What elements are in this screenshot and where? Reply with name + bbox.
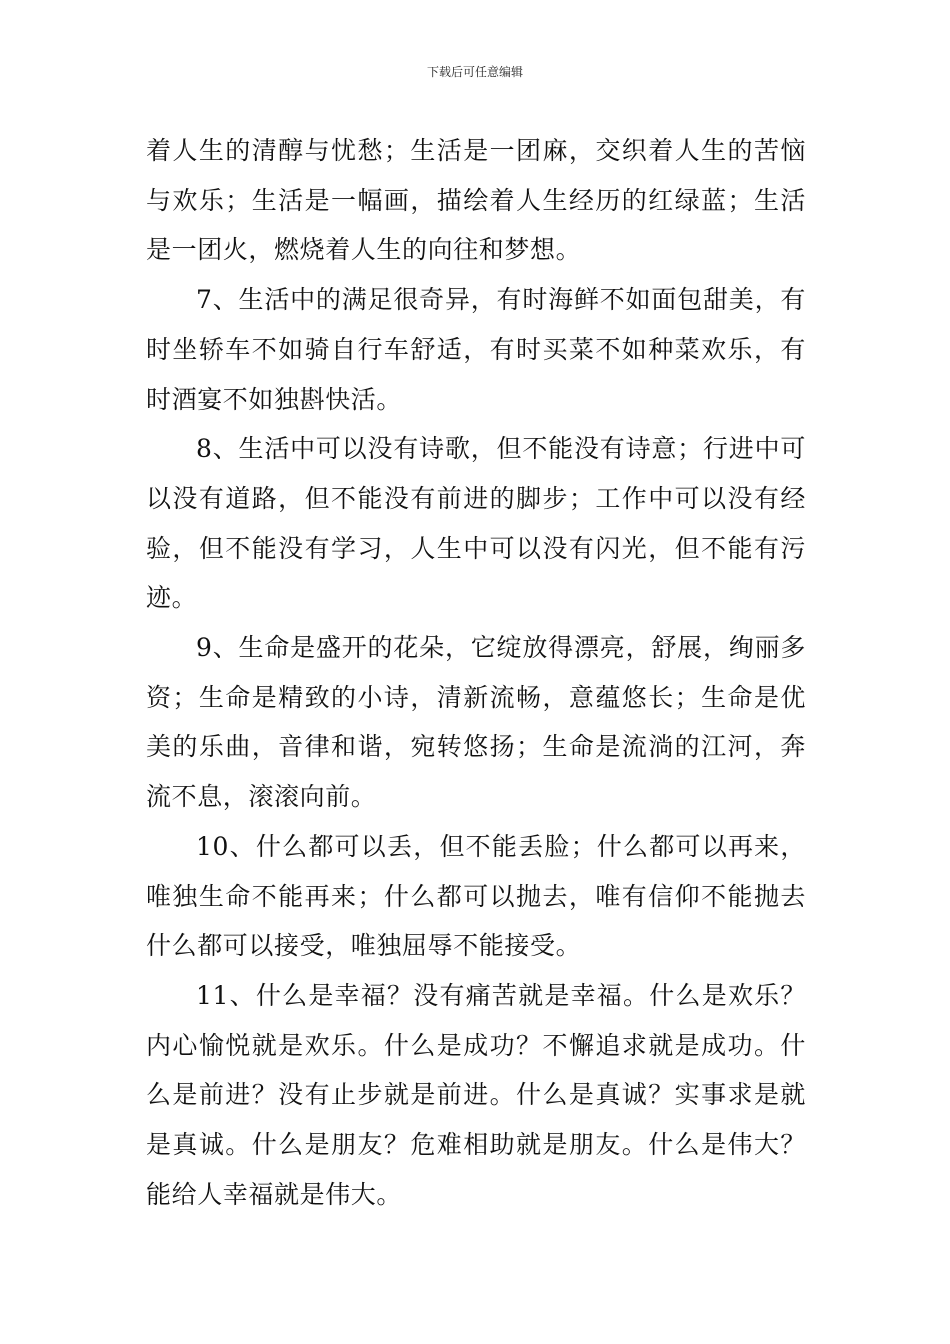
- document-body: [146, 126, 806, 1219]
- paragraph-item-9: 9、生命是盛开的花朵，它绽放得漂亮，舒展，绚丽多资；生命是精致的小诗，清新流畅，意蕴悠长；生命是优美的乐曲，音律和谐，宛转悠扬；生命是流淌的江河，奔流不息，滚滚向前。: [146, 633, 806, 812]
- page-header: 下载后可任意编辑: [426, 65, 523, 79]
- paragraph-item-8: 8、生活中可以没有诗歌，但不能没有诗意；行进中可以没有道路，但不能没有前进的脚步；工作中可以没有经验，但不能没有学习，人生中可以没有闪光，但不能有污迹。: [146, 434, 806, 613]
- paragraph-item-11: 11、什么是幸福？没有痛苦就是幸福。什么是欢乐？内心愉悦就是欢乐。什么是成功？不懈追求就是成功。什么是前进？没有止步就是前进。什么是真诚？实事求是就是真诚。什么是朋友？危难相助就是朋友。什么是伟大？能给人幸福就是伟大。: [146, 980, 806, 1209]
- paragraph-item-7: 7、生活中的满足很奇异，有时海鲜不如面包甜美，有时坐轿车不如骑自行车舒适，有时买菜不如种菜欢乐，有时酒宴不如独斟快活。: [146, 285, 806, 414]
- paragraph-item-10: 10、什么都可以丢，但不能丢脸；什么都可以再来，唯独生命不能再来；什么都可以抛去，唯有信仰不能抛去什么都可以接受，唯独屈辱不能接受。: [146, 831, 806, 961]
- paragraph-continued: 着人生的清醇与忧愁；生活是一团麻，交织着人生的苦恼与欢乐；生活是一幅画，描绘着人生经历的红绿蓝；生活是一团火，燃烧着人生的向往和梦想。: [146, 136, 806, 265]
